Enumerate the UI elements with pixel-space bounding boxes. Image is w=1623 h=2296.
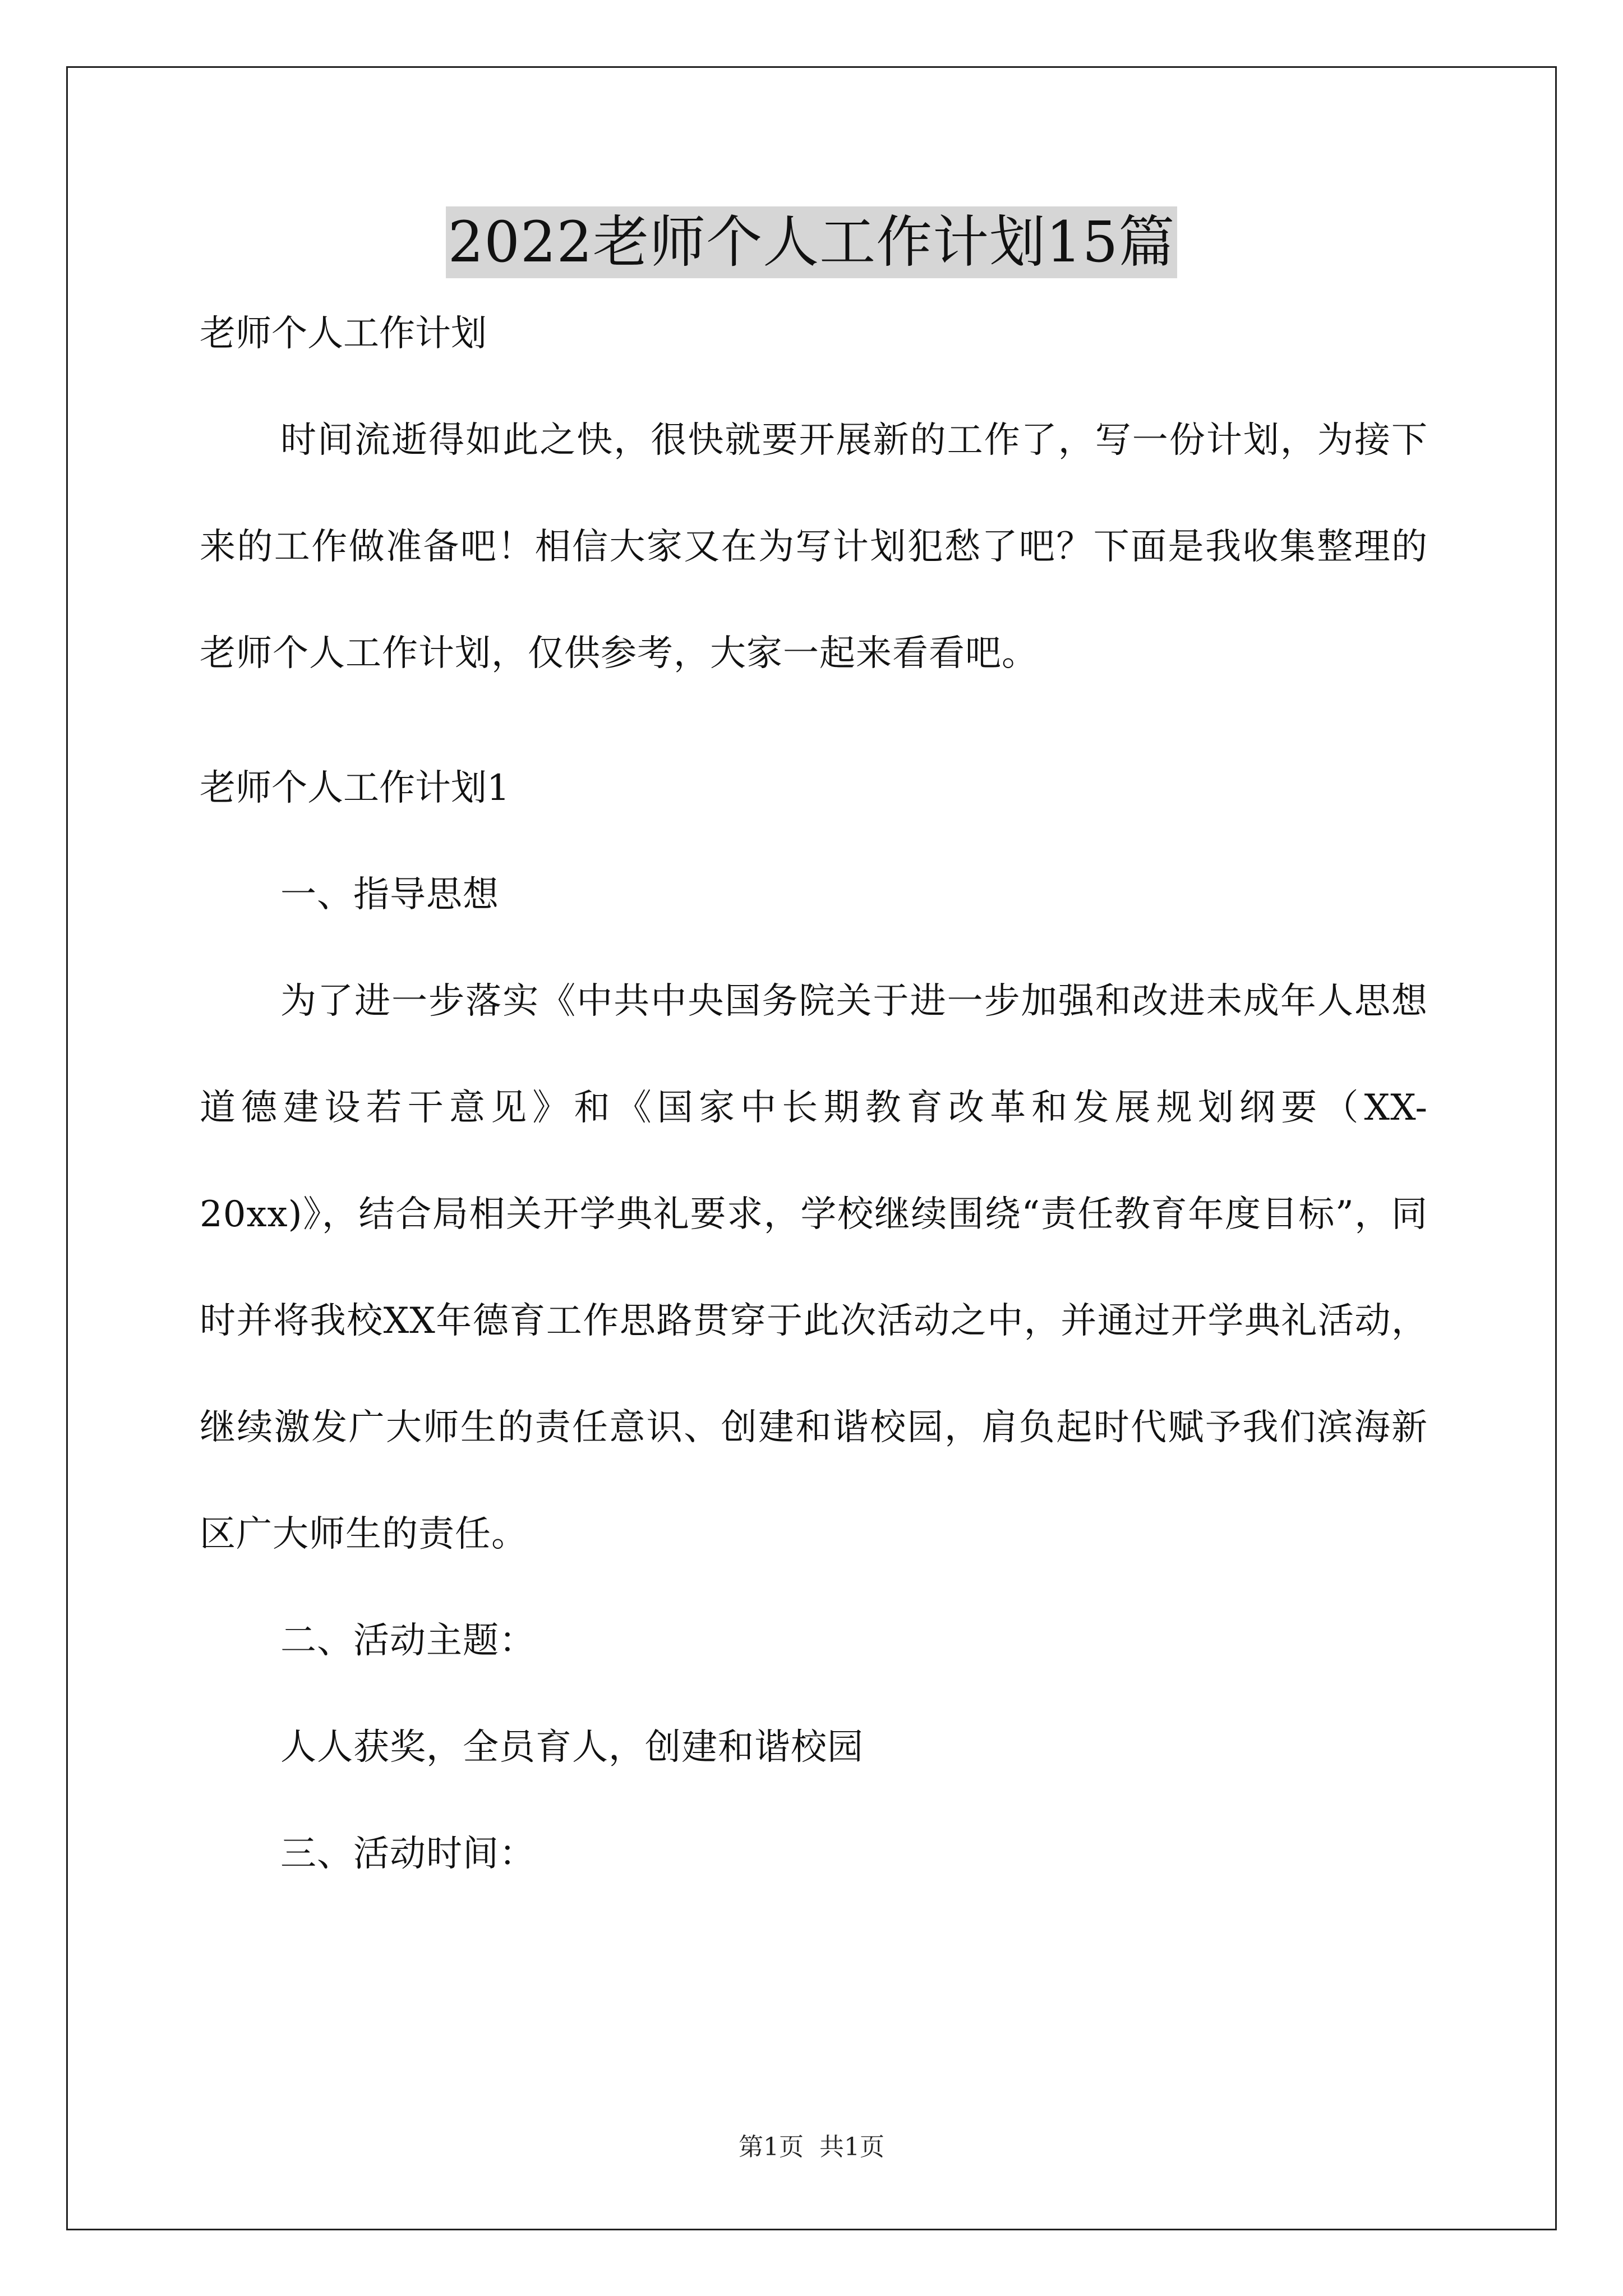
section1-heading: 老师个人工作计划1 bbox=[200, 767, 510, 809]
total-pages: 共1页 bbox=[819, 2133, 884, 2161]
part2-heading: 二、活动主题： bbox=[280, 1620, 536, 1662]
page-number: 第1页 bbox=[739, 2133, 804, 2161]
page-footer bbox=[0, 2131, 1623, 2164]
title-container bbox=[0, 206, 1623, 278]
part3-heading: 三、活动时间： bbox=[280, 1833, 536, 1875]
part1-paragraph: 为了进一步落实《中共中央国务院关于进一步加强和改进未成年人思想道德建设若干意见》和《国家中长期教育改革和发展规划纲要（XX-20xx)》，结合局相关开学典礼要求，学校继续围绕“责任教育年度目标”，同时并将我校XX年德育工作思路贯穿于此次活动之中，并通过开学典礼活动，继续激发广大师生的责任意识、创建和谐校园，肩负起时代赋予我们滨海新区广大师生的责任。 bbox=[200, 981, 1428, 1555]
intro-heading: 老师个人工作计划 bbox=[200, 313, 487, 355]
intro-paragraph: 时间流逝得如此之快，很快就要开展新的工作了，写一份计划，为接下来的工作做准备吧！相信大家又在为写计划犯愁了吧？下面是我收集整理的老师个人工作计划，仅供参考，大家一起来看看吧。 bbox=[200, 420, 1428, 674]
document-body bbox=[200, 306, 1428, 1907]
document-title: 2022老师个人工作计划15篇 bbox=[446, 206, 1178, 278]
part1-heading: 一、指导思想 bbox=[280, 874, 499, 915]
part2-text: 人人获奖，全员育人，创建和谐校园 bbox=[280, 1727, 864, 1768]
